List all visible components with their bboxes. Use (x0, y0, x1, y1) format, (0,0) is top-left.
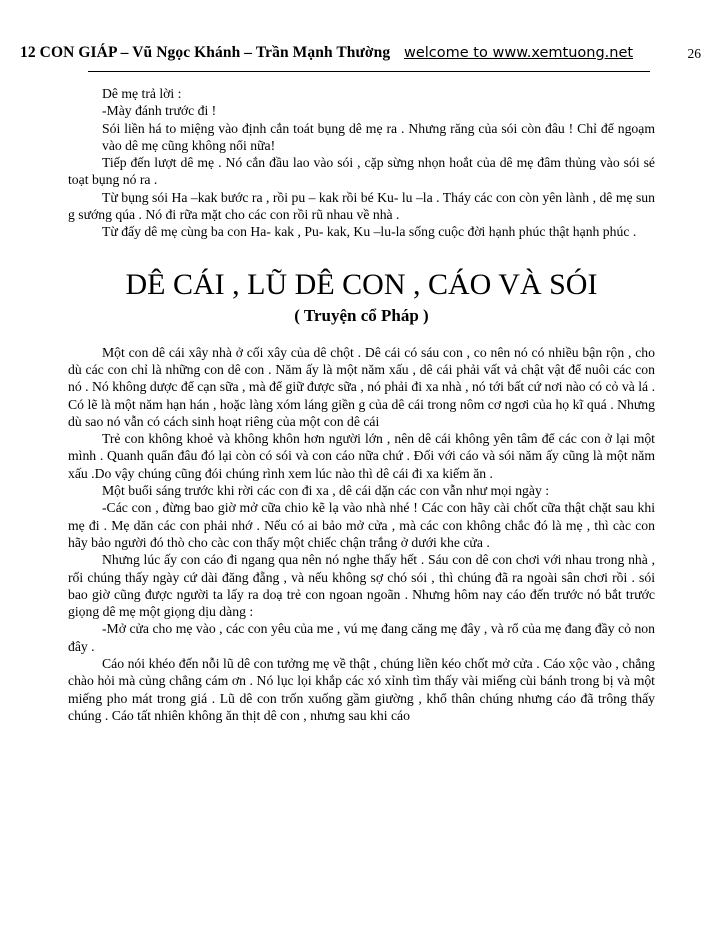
paragraph: Một con dê cái xây nhà ở cối xây của dê chột . Dê cái có sáu con , co nên nó có nhiều bận rộn , cho dù các con chỉ là những con dê con . Năm ấy là một năm xấu , dê cái phải vất vả chật vật để nuôi các con nó . Nó không dược để cạn sữa , mà để giữ được sữa , nó phải đi xa nhà , nó tới bất cứ nơi nào có cỏ và lá . Có lẽ là một năm hạn hán , hoặc làng xóm láng giền g của dê cái trong nôm cơ ngơi của họ kĩ quá . Nhưng dù sao nó vẫn có cách sinh hoạt riêng của một con dê cái (68, 344, 655, 429)
paragraph: Tiếp đến lượt dê mẹ . Nó cắn đầu lao vào sói , cặp sừng nhọn hoắt của dê mẹ đâm thủng vào sói sé toạt bụng nó ra . (68, 155, 655, 188)
story-title: DÊ CÁI , LŨ DÊ CON , CÁO VÀ SÓI (125, 267, 598, 301)
paragraph: -Mở cửa cho mẹ vào , các con yêu của me , vú mẹ đang căng mẹ đây , và rổ của mẹ đang đầy cỏ non đây . (68, 621, 655, 654)
paragraph: Nhưng lúc ấy con cáo đi ngang qua nên nó nghe thấy hết . Sáu con dê con chơi với nhau trong nhà , rối chúng thấy ngày cứ dài đăng đẵng , và nếu không sợ chó sói , thì chúng đã ra ngoài sân chơi rồi . sói bao giờ cũng được người ta lấy ra doạ trẻ con ngoan ngoãn . Nhưng hôm nay cáo đến trước nó bắt trước giọng dê mẹ một giọng dịu dàng : (68, 552, 655, 620)
header-divider-rule (88, 71, 650, 72)
paragraph: Từ đấy dê mẹ cùng ba con Ha- kak , Pu- kak, Ku –lu-la sống cuộc đời hạnh phúc thật hạnh phúc . (102, 224, 637, 240)
page-header (20, 44, 705, 68)
paragraph: Dê mẹ trả lời : (102, 86, 182, 101)
paragraph: Cáo nói khéo đến nỗi lũ dê con tưởng mẹ về thật , chúng liền kéo chốt mở cửa . Cáo xộc vào , chẳng chào hỏi mà củng chẳng cám ơn . Nó lục lọi khắp các xó xỉnh tìm thấy vài miếng cùi bánh trong bị và một miếng pho mát trong giá . Lũ dê con trốn xuống gầm giường , khổ thân chúng nhưng cáo đã trông thấy chúng . Cáo tất nhiên không ăn thịt dê con , nhưng sau khi cáo (68, 656, 655, 723)
paragraph: -Mày đánh trước đi ! (102, 103, 217, 119)
header-page-number: 26 (687, 46, 701, 61)
story-subtitle: ( Truyện cổ Pháp ) (294, 305, 429, 325)
paragraph: Trẻ con không khoẻ và không khôn hơn người lớn , nên dê cái không yên tâm để các con ở lại một mình . Quanh quẩn đâu đó lại còn có sói và con cáo nữa chứ . Đối với cáo và sói năm ấy cũng là một năm xấu .Do vậy chúng cũng đói chúng rình xem lúc nào thì dê cái đi xa kiếm ăn . (68, 431, 655, 481)
paragraph: Từ bụng sói Ha –kak bước ra , rồi pu – kak rồi bé Ku- lu –la . Tháy các con còn yên lành , dê mẹ sun g sướng qúa . Nó đi rữa mặt cho các con rồi rũ nhau về nhà . (68, 189, 655, 223)
page-body-text (68, 85, 655, 724)
header-website-link[interactable]: welcome to www.xemtuong.net (404, 45, 634, 61)
paragraph: -Các con , đừng bao giờ mở cữa chio kẽ lạ vào nhà nhé ! Các con hãy cài chốt cữa thật chặt sau khi mẹ đi . Mẹ dăn các con phải nhớ . Nếu có ai bảo mở cửa , mà các con không chắc đó là mẹ , thì càc con hãy bảo người đó thò cho càc con thấy một chiếc chận trắng ở dưới khe cửa . (68, 500, 655, 550)
header-book-title: 12 CON GIÁP – Vũ Ngọc Khánh – Trần Mạnh Thường (20, 44, 391, 61)
paragraph: Một buổi sáng trước khi rời các con đi xa , dê cái dặn các con vẫn như mọi ngày : (102, 483, 550, 499)
paragraph: Sói liền há to miệng vào định cắn toát bụng dê mẹ ra . Nhưng răng của sói còn đâu ! Chỉ để ngoạm vào dê mẹ cũng không nổi nữa! (102, 120, 655, 153)
